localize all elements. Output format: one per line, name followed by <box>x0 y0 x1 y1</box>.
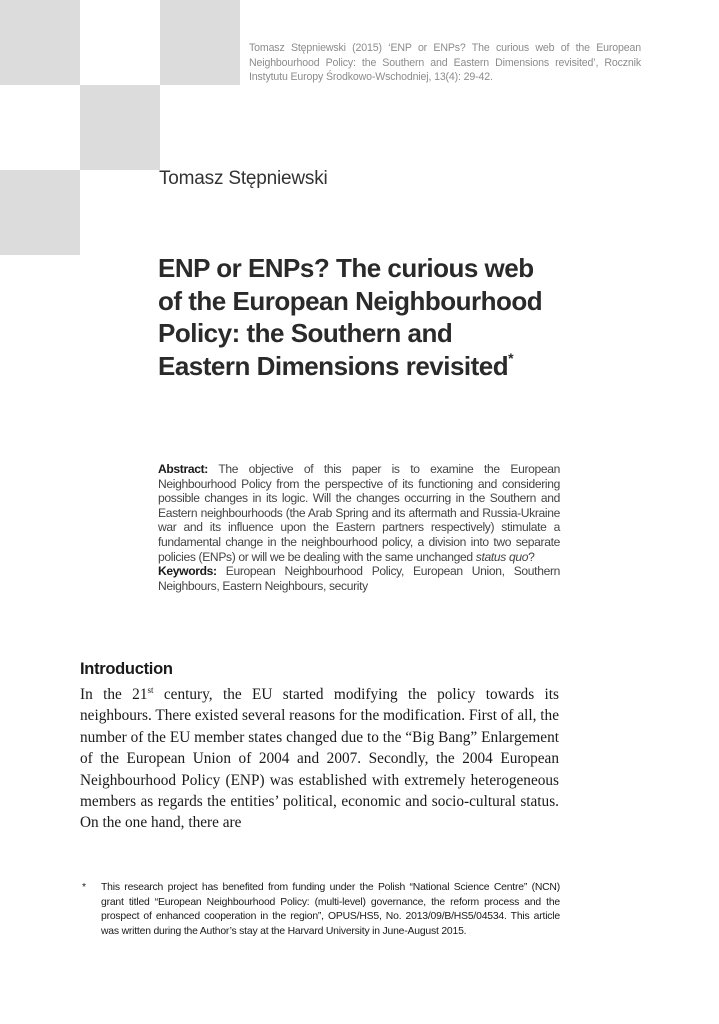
author-name: Tomasz Stępniewski <box>159 168 328 189</box>
footnote-mark: * <box>82 882 86 893</box>
introduction-body <box>80 684 559 834</box>
abstract-label: Abstract: <box>158 462 208 476</box>
title-line: ENP or ENPs? The curious web <box>158 253 534 283</box>
intro-superscript: st <box>147 685 154 695</box>
abstract-italic: status quo <box>475 549 529 564</box>
footnote-text: This research project has benefited from funding under the Polish “National Science Centre” (NCN) grant titled “European Neighbourhood Policy: (multi-level) governance, the reform process and the prospect of enhanced cooperation in the region”, OPUS/HS5, No. 2013/09/B/HS5/04534. This article was written during the Author’s stay at the Harvard University in June-August 2015. <box>101 882 560 937</box>
title-line: Eastern Dimensions revisited <box>158 350 509 381</box>
abstract-paragraph <box>158 462 560 564</box>
title-line: of the European Neighbourhood <box>158 285 543 316</box>
corner-square <box>0 0 80 85</box>
citation-header: Tomasz Stępniewski (2015) ‘ENP or ENPs? The curious web of the European Neighbourhood Policy: the Southern and Eastern Dimensions revisited’, Rocznik Instytutu Europy Środkowo-Wschodniej, 13(4): 29-42. <box>249 42 641 83</box>
intro-text-part2: century, the EU started modifying the policy towards its neighbours. There existed several reasons for the modification. First of all, the number of the EU member states changed due to the “Big Bang” Enlargement of the European Union of 2004 and 2007. Secondly, the 2004 European Neighbourhood Policy (ENP) was established with extremely heterogeneous members as regards the entities’ political, economic and socio-cultural status. On the one hand, there are <box>80 686 559 832</box>
keywords-text: European Neighbourhood Policy, European Union, Southern Neighbours, Eastern Neighbours, security <box>158 564 560 593</box>
keywords-label: Keywords: <box>158 564 217 579</box>
corner-square <box>160 0 240 85</box>
title-footnote-mark: * <box>508 349 514 366</box>
paper-title <box>158 252 578 382</box>
intro-text-part1: In the 21 <box>80 686 148 703</box>
corner-square <box>0 170 80 255</box>
abstract-section <box>158 462 560 593</box>
footnote <box>80 881 560 939</box>
keywords-paragraph <box>158 564 560 593</box>
title-line: Policy: the Southern and <box>158 318 453 348</box>
abstract-end: ? <box>528 549 535 564</box>
corner-square <box>80 85 160 170</box>
abstract-text: The objective of this paper is to examine the European Neighbourhood Policy from the perspective of its functioning and considering possible changes in its logic. Will the changes occurring in the Southern and Eastern neighbourhoods (the Arab Spring and its aftermath and Russia-Ukraine war and its influence upon the Eastern partners respectively) stimulate a fundamental change in the neighbourhood policy, a division into two separate policies (ENPs) or will we be dealing with the same unchanged <box>158 462 561 564</box>
introduction-heading: Introduction <box>80 660 173 678</box>
